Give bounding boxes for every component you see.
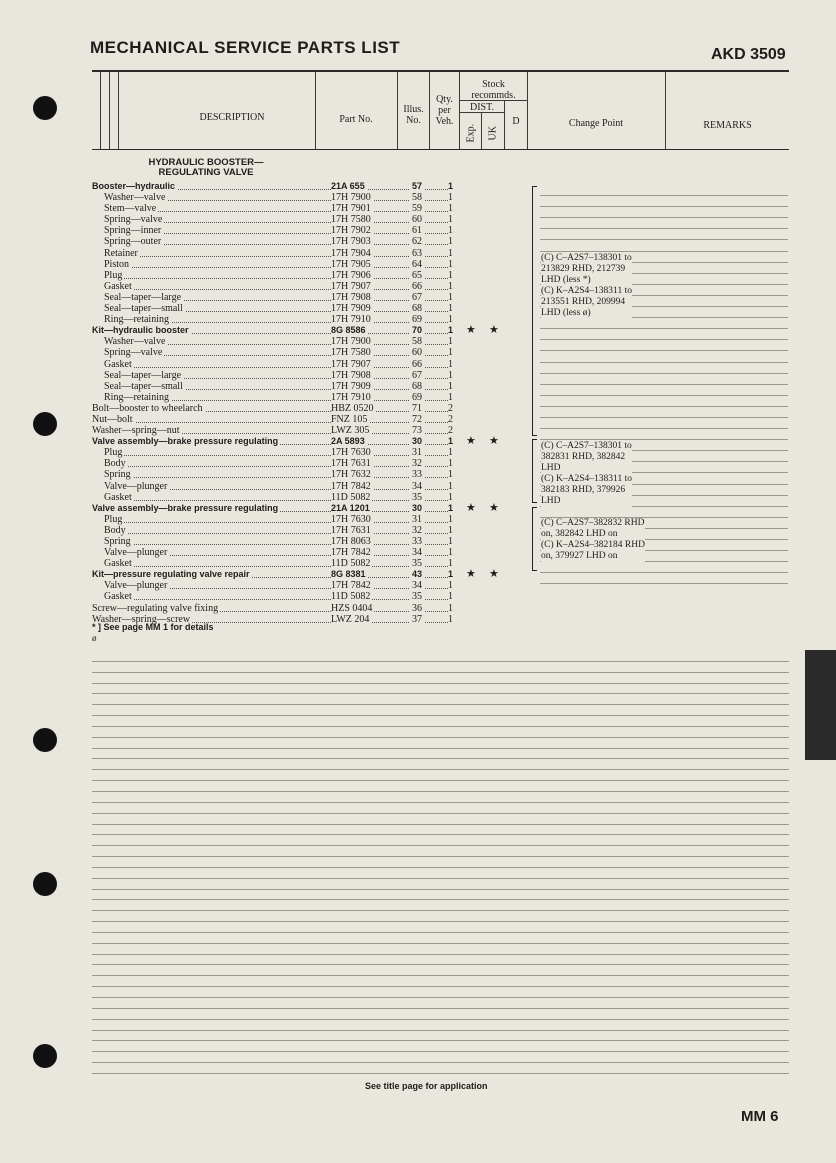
quantity: 1 xyxy=(448,247,453,259)
part-description: Bolt—booster to wheelarch xyxy=(92,402,203,414)
col-stock: Stock recommds. xyxy=(471,79,516,101)
parts-table xyxy=(92,181,532,625)
table-row xyxy=(92,236,532,247)
part-number: 17H 7909 xyxy=(331,380,371,392)
footer-note: See title page for application xyxy=(365,1081,488,1091)
quantity: 1 xyxy=(448,336,453,348)
table-row xyxy=(92,525,532,536)
part-number: 17H 7906 xyxy=(331,269,371,281)
part-description: Stem—valve xyxy=(104,203,157,215)
illus-number: 59 xyxy=(412,203,422,215)
table-row xyxy=(92,347,532,358)
part-description: Gasket xyxy=(104,558,132,570)
punch-hole xyxy=(33,728,57,752)
part-description: Valve—plunger xyxy=(104,547,168,559)
part-description: Kit—pressure regulating valve repair xyxy=(92,569,250,580)
section-title: HYDRAULIC BOOSTER— REGULATING VALVE xyxy=(148,157,264,178)
illus-number: 34 xyxy=(412,547,422,559)
quantity: 1 xyxy=(448,358,453,370)
table-row xyxy=(92,580,532,591)
quantity: 1 xyxy=(448,347,453,359)
table-row xyxy=(92,192,532,203)
quantity: 1 xyxy=(448,325,454,336)
table-row xyxy=(92,248,532,259)
illus-number: 66 xyxy=(412,358,422,370)
part-description: Body xyxy=(104,458,126,470)
illus-number: 30 xyxy=(412,436,423,447)
table-row xyxy=(92,225,532,236)
table-row xyxy=(92,469,532,480)
bracket xyxy=(532,186,537,436)
quantity: 1 xyxy=(448,203,453,215)
illus-number: 68 xyxy=(412,303,422,315)
part-description: Spring—inner xyxy=(104,225,162,237)
table-row xyxy=(92,203,532,214)
illus-number: 60 xyxy=(412,347,422,359)
illus-number: 72 xyxy=(412,413,422,425)
illus-number: 64 xyxy=(412,258,422,270)
punch-hole xyxy=(33,412,57,436)
illus-number: 67 xyxy=(412,369,422,381)
quantity: 1 xyxy=(448,391,453,403)
part-description: Kit—hydraulic booster xyxy=(92,325,189,336)
index-tab xyxy=(805,650,836,760)
stock-uk-mark: ★ xyxy=(489,435,499,448)
part-number: 11D 5082 xyxy=(331,491,371,503)
part-number: 17H 7842 xyxy=(331,580,371,592)
column-header xyxy=(92,70,789,150)
page-number: MM 6 xyxy=(741,1108,779,1125)
illus-number: 33 xyxy=(412,469,422,481)
table-row xyxy=(92,325,532,336)
illus-number: 58 xyxy=(412,336,422,348)
part-description: Plug xyxy=(104,447,123,459)
punch-hole xyxy=(33,96,57,120)
quantity: 1 xyxy=(448,480,453,492)
part-number: 17H 7907 xyxy=(331,358,371,370)
illus-number: 58 xyxy=(412,192,422,204)
table-row xyxy=(92,481,532,492)
part-number: 17H 7904 xyxy=(331,247,371,259)
part-description: Screw—regulating valve fixing xyxy=(92,602,219,614)
document-code: AKD 3509 xyxy=(711,46,786,63)
part-number: 17H 8063 xyxy=(331,536,371,547)
table-row xyxy=(92,536,532,547)
stock-exp-mark: ★ xyxy=(466,501,476,514)
quantity: 1 xyxy=(448,225,453,237)
quantity: 1 xyxy=(448,547,453,559)
stock-uk-mark: ★ xyxy=(489,568,499,581)
illus-number: 35 xyxy=(412,558,422,570)
part-number: 17H 7580 xyxy=(331,347,371,359)
part-number: 8G 8586 xyxy=(331,325,366,336)
part-number: 17H 7901 xyxy=(331,203,371,215)
part-description: Spring—outer xyxy=(104,236,162,248)
illus-number: 68 xyxy=(412,380,422,392)
col-dist: DIST. xyxy=(470,102,494,113)
illus-number: 61 xyxy=(412,225,422,237)
part-description: Spring xyxy=(104,469,131,481)
part-number: 17H 7631 xyxy=(331,458,371,470)
quantity: 1 xyxy=(448,580,453,592)
part-description: Ring—retaining xyxy=(104,391,169,403)
part-description: Piston xyxy=(104,258,130,270)
part-number: 17H 7903 xyxy=(331,236,371,248)
part-description: Gasket xyxy=(104,280,132,292)
stock-exp-mark: ★ xyxy=(466,435,476,448)
part-number: 8G 8381 xyxy=(331,569,366,580)
illus-number: 66 xyxy=(412,280,422,292)
part-number: 17H 7900 xyxy=(331,192,371,204)
quantity: 1 xyxy=(448,469,453,481)
part-number: 17H 7910 xyxy=(331,314,371,326)
part-description: Washer—spring—nut xyxy=(92,425,180,437)
illus-number: 34 xyxy=(412,580,422,592)
quantity: 1 xyxy=(448,214,453,226)
part-number: 17H 7842 xyxy=(331,480,371,492)
quantity: 1 xyxy=(448,458,453,470)
table-row xyxy=(92,458,532,469)
part-description: Gasket xyxy=(104,358,132,370)
see-page-note: * ] See page MM 1 for details xyxy=(92,622,214,632)
remark-group-1: (C) C–A2S7–138301 to 213829 RHD, 212739 LHD (less *) (C) K–A2S4–138311 to 213551 RHD, 209994 LHD (less ø) xyxy=(541,253,632,318)
part-description: Spring—valve xyxy=(104,347,163,359)
illus-number: 57 xyxy=(412,181,423,191)
part-number: 2A 5893 xyxy=(331,436,365,447)
part-description: Body xyxy=(104,524,126,536)
quantity: 2 xyxy=(448,402,453,414)
table-row xyxy=(92,392,532,403)
part-number: 17H 7630 xyxy=(331,447,371,459)
col-part-no: Part No. xyxy=(339,114,373,125)
part-description: Plug xyxy=(104,513,123,525)
quantity: 1 xyxy=(448,291,453,303)
table-row xyxy=(92,414,532,425)
table-row xyxy=(92,270,532,281)
table-row xyxy=(92,447,532,458)
quantity: 1 xyxy=(448,314,453,326)
col-exp: Exp. xyxy=(465,123,477,143)
quantity: 1 xyxy=(448,192,453,204)
col-d: D xyxy=(512,116,520,127)
table-row xyxy=(92,603,532,614)
illus-number: 63 xyxy=(412,247,422,259)
quantity: 1 xyxy=(448,558,453,570)
table-row xyxy=(92,503,532,514)
remark-group-2: (C) C–A2S7–138301 to 382831 RHD, 382842 LHD (C) K–A2S4–138311 to 382183 RHD, 379926 LHD xyxy=(541,441,632,506)
part-number: 17H 7909 xyxy=(331,303,371,315)
part-number: 11D 5082 xyxy=(331,558,371,570)
col-description: DESCRIPTION xyxy=(199,112,265,123)
part-number: LWZ 305 xyxy=(331,425,370,437)
part-description: Valve—plunger xyxy=(104,580,168,592)
part-description: Seal—taper—small xyxy=(104,303,183,315)
symbol-note: ø xyxy=(92,633,97,643)
quantity: 1 xyxy=(448,513,453,525)
part-description: Booster—hydraulic xyxy=(92,181,176,191)
part-number: 17H 7631 xyxy=(331,524,371,536)
table-row xyxy=(92,359,532,370)
table-row xyxy=(92,591,532,602)
table-row xyxy=(92,403,532,414)
quantity: 1 xyxy=(448,303,453,315)
part-description: Retainer xyxy=(104,247,138,259)
blank-ruled-lines xyxy=(92,651,789,1074)
table-row xyxy=(92,436,532,447)
illus-number: 69 xyxy=(412,314,422,326)
part-number: FNZ 105 xyxy=(331,413,368,425)
part-description: Seal—taper—large xyxy=(104,291,182,303)
stock-exp-mark: ★ xyxy=(466,568,476,581)
bracket xyxy=(532,439,537,503)
illus-number: 71 xyxy=(412,402,422,414)
illus-number: 37 xyxy=(412,613,422,625)
illus-number: 33 xyxy=(412,536,422,547)
part-description: Valve—plunger xyxy=(104,480,168,492)
stock-uk-mark: ★ xyxy=(489,324,499,337)
illus-number: 43 xyxy=(412,569,423,580)
stock-exp-mark: ★ xyxy=(466,324,476,337)
table-row xyxy=(92,336,532,347)
part-number: 17H 7910 xyxy=(331,391,371,403)
quantity: 1 xyxy=(448,536,453,547)
part-number: 17H 7632 xyxy=(331,469,371,481)
bracket xyxy=(532,507,537,571)
part-description: Washer—valve xyxy=(104,336,166,348)
col-uk: UK xyxy=(487,126,499,141)
part-description: Plug xyxy=(104,269,123,281)
quantity: 1 xyxy=(448,613,453,625)
table-row xyxy=(92,214,532,225)
col-illus: Illus. No. xyxy=(403,104,424,126)
col-change-point: Change Point xyxy=(568,118,624,129)
part-description: Washer—valve xyxy=(104,192,166,204)
page-title: MECHANICAL SERVICE PARTS LIST xyxy=(90,38,401,57)
col-qty: Qty. per Veh. xyxy=(435,94,454,127)
part-number: HZS 0404 xyxy=(331,602,373,614)
table-row xyxy=(92,569,532,580)
table-row xyxy=(92,381,532,392)
part-number: HBZ 0520 xyxy=(331,402,374,414)
part-number: 17H 7580 xyxy=(331,214,371,226)
part-number: 17H 7908 xyxy=(331,369,371,381)
remark-group-3: (C) C–A2S7–382832 RHD on, 382842 LHD on (C) K–A2S4–382184 RHD on, 379927 LHD on xyxy=(541,518,645,561)
table-row xyxy=(92,514,532,525)
illus-number: 30 xyxy=(412,502,423,513)
part-description: Spring—valve xyxy=(104,214,163,226)
part-description: Valve assembly—brake pressure regulating xyxy=(92,436,279,447)
part-description: Gasket xyxy=(104,491,132,503)
illus-number: 34 xyxy=(412,480,422,492)
illus-number: 69 xyxy=(412,391,422,403)
quantity: 1 xyxy=(448,280,453,292)
part-description: Gasket xyxy=(104,591,132,603)
part-description: Seal—taper—small xyxy=(104,380,183,392)
illus-number: 35 xyxy=(412,591,422,603)
illus-number: 36 xyxy=(412,602,422,614)
table-row xyxy=(92,292,532,303)
quantity: 2 xyxy=(448,425,453,437)
quantity: 1 xyxy=(448,258,453,270)
quantity: 1 xyxy=(448,602,453,614)
quantity: 1 xyxy=(448,436,454,447)
part-description: Ring—retaining xyxy=(104,314,169,326)
part-number: 21A 1201 xyxy=(331,502,370,513)
table-row xyxy=(92,181,532,192)
illus-number: 31 xyxy=(412,447,422,459)
part-number: 17H 7902 xyxy=(331,225,371,237)
table-row xyxy=(92,370,532,381)
part-number: 21A 655 xyxy=(331,181,365,191)
table-row xyxy=(92,259,532,270)
quantity: 1 xyxy=(448,369,453,381)
illus-number: 65 xyxy=(412,269,422,281)
punch-hole xyxy=(33,872,57,896)
illus-number: 32 xyxy=(412,524,422,536)
part-description: Valve assembly—brake pressure regulating xyxy=(92,502,279,513)
table-row xyxy=(92,303,532,314)
part-number: 17H 7907 xyxy=(331,280,371,292)
part-number: 17H 7630 xyxy=(331,513,371,525)
illus-number: 35 xyxy=(412,491,422,503)
table-row xyxy=(92,547,532,558)
quantity: 1 xyxy=(448,181,454,191)
part-number: 17H 7905 xyxy=(331,258,371,270)
quantity: 1 xyxy=(448,269,453,281)
part-number: 17H 7842 xyxy=(331,547,371,559)
quantity: 1 xyxy=(448,447,453,459)
quantity: 1 xyxy=(448,502,454,513)
quantity: 1 xyxy=(448,380,453,392)
illus-number: 62 xyxy=(412,236,422,248)
part-description: Washer—spring—screw xyxy=(92,613,191,625)
illus-number: 73 xyxy=(412,425,422,437)
quantity: 1 xyxy=(448,236,453,248)
quantity: 1 xyxy=(448,524,453,536)
part-number: 11D 5082 xyxy=(331,591,371,603)
illus-number: 31 xyxy=(412,513,422,525)
quantity: 1 xyxy=(448,491,453,503)
illus-number: 67 xyxy=(412,291,422,303)
part-number: 17H 7900 xyxy=(331,336,371,348)
illus-number: 70 xyxy=(412,325,423,336)
part-description: Spring xyxy=(104,536,131,547)
part-description: Nut—bolt xyxy=(92,413,133,425)
part-description: Seal—taper—large xyxy=(104,369,182,381)
col-remarks: REMARKS xyxy=(703,120,752,131)
illus-number: 60 xyxy=(412,214,422,226)
quantity: 1 xyxy=(448,591,453,603)
stock-uk-mark: ★ xyxy=(489,501,499,514)
part-number: 17H 7908 xyxy=(331,291,371,303)
quantity: 1 xyxy=(448,569,454,580)
punch-hole xyxy=(33,1044,57,1068)
table-row xyxy=(92,281,532,292)
illus-number: 32 xyxy=(412,458,422,470)
quantity: 2 xyxy=(448,413,453,425)
part-number: LWZ 204 xyxy=(331,613,370,625)
